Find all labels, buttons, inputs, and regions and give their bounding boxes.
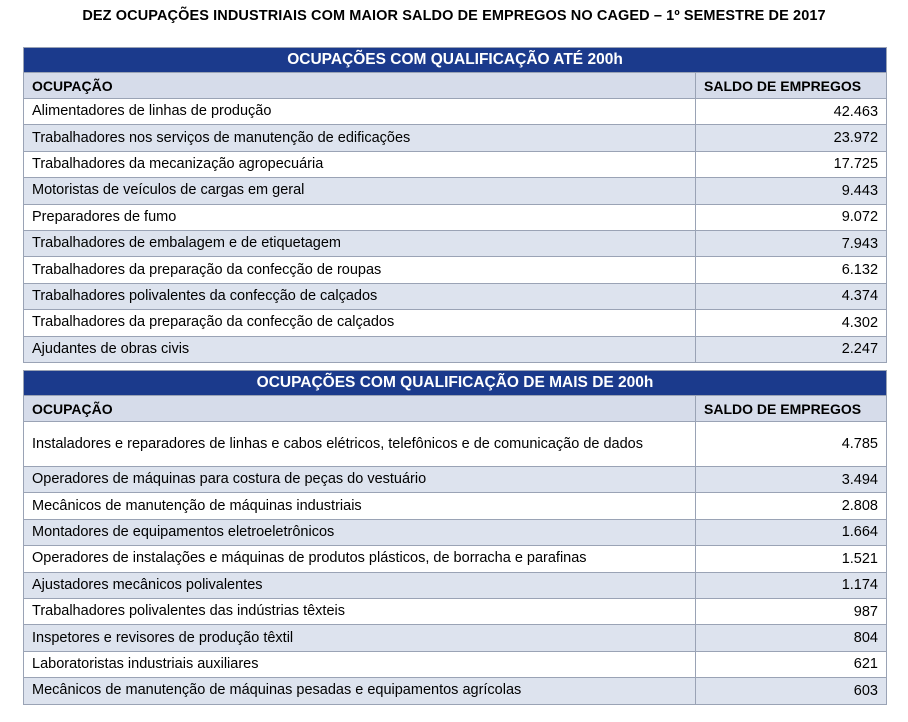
occupation-cell: Montadores de equipamentos eletroeletrônicos: [24, 519, 696, 545]
table-row: [24, 151, 887, 177]
table-row: [24, 467, 887, 493]
table-row: [24, 625, 887, 651]
occupation-cell: Laboratoristas industriais auxiliares: [24, 651, 696, 677]
table-row: [24, 204, 887, 230]
section-header: OCUPAÇÕES COM QUALIFICAÇÃO ATÉ 200h: [24, 48, 887, 73]
balance-cell: 6.132: [696, 257, 887, 283]
occupation-cell: Operadores de máquinas para costura de peças do vestuário: [24, 467, 696, 493]
section-header-row: [24, 48, 887, 73]
column-header-row: [24, 396, 887, 422]
occupations-table-over-200h: [23, 370, 887, 705]
occupation-cell: Preparadores de fumo: [24, 204, 696, 230]
occupation-cell: Alimentadores de linhas de produção: [24, 99, 696, 125]
balance-cell: 3.494: [696, 467, 887, 493]
occupation-cell: Trabalhadores da preparação da confecção de calçados: [24, 310, 696, 336]
balance-cell: 1.664: [696, 519, 887, 545]
column-header-occupation: OCUPAÇÃO: [24, 396, 696, 422]
table-row: [24, 257, 887, 283]
occupation-cell: Operadores de instalações e máquinas de produtos plásticos, de borracha e parafinas: [24, 546, 696, 572]
balance-cell: 1.521: [696, 546, 887, 572]
table-body: [24, 99, 887, 363]
table-row: [24, 99, 887, 125]
balance-cell: 621: [696, 651, 887, 677]
balance-cell: 4.374: [696, 283, 887, 309]
balance-cell: 9.443: [696, 178, 887, 204]
column-header-occupation: OCUPAÇÃO: [24, 73, 696, 99]
balance-cell: 4.302: [696, 310, 887, 336]
occupation-cell: Ajudantes de obras civis: [24, 336, 696, 362]
occupation-cell: Trabalhadores da preparação da confecção de roupas: [24, 257, 696, 283]
column-header-row: [24, 73, 887, 99]
table-row: [24, 422, 887, 467]
occupation-cell: Trabalhadores de embalagem e de etiquetagem: [24, 230, 696, 256]
table-row: [24, 125, 887, 151]
balance-cell: 7.943: [696, 230, 887, 256]
balance-cell: 2.247: [696, 336, 887, 362]
occupation-cell: Mecânicos de manutenção de máquinas pesadas e equipamentos agrícolas: [24, 678, 696, 704]
balance-cell: 804: [696, 625, 887, 651]
table-body: [24, 422, 887, 705]
occupation-cell: Motoristas de veículos de cargas em geral: [24, 178, 696, 204]
table-row: [24, 230, 887, 256]
occupations-table-up-to-200h: [23, 47, 887, 363]
table-row: [24, 572, 887, 598]
occupation-cell: Trabalhadores polivalentes da confecção de calçados: [24, 283, 696, 309]
column-header-balance: SALDO DE EMPREGOS: [696, 396, 887, 422]
column-header-balance: SALDO DE EMPREGOS: [696, 73, 887, 99]
balance-cell: 4.785: [696, 422, 887, 467]
occupation-cell: Instaladores e reparadores de linhas e cabos elétricos, telefônicos e de comunicação de dados: [24, 422, 696, 467]
occupation-cell: Inspetores e revisores de produção têxtil: [24, 625, 696, 651]
section-header: OCUPAÇÕES COM QUALIFICAÇÃO DE MAIS DE 200h: [24, 371, 887, 396]
occupation-cell: Ajustadores mecânicos polivalentes: [24, 572, 696, 598]
page-title: DEZ OCUPAÇÕES INDUSTRIAIS COM MAIOR SALDO DE EMPREGOS NO CAGED – 1º SEMESTRE DE 2017: [82, 8, 826, 24]
balance-cell: 23.972: [696, 125, 887, 151]
table-row: [24, 336, 887, 362]
table-row: [24, 546, 887, 572]
balance-cell: 603: [696, 678, 887, 704]
balance-cell: 2.808: [696, 493, 887, 519]
table-row: [24, 598, 887, 624]
balance-cell: 987: [696, 598, 887, 624]
table-row: [24, 519, 887, 545]
occupation-cell: Mecânicos de manutenção de máquinas industriais: [24, 493, 696, 519]
balance-cell: 42.463: [696, 99, 887, 125]
balance-cell: 9.072: [696, 204, 887, 230]
occupation-cell: Trabalhadores polivalentes das indústrias têxteis: [24, 598, 696, 624]
occupation-cell: Trabalhadores da mecanização agropecuária: [24, 151, 696, 177]
section-header-row: [24, 371, 887, 396]
table-row: [24, 493, 887, 519]
balance-cell: 17.725: [696, 151, 887, 177]
table-row: [24, 651, 887, 677]
occupation-cell: Trabalhadores nos serviços de manutenção de edificações: [24, 125, 696, 151]
balance-cell: 1.174: [696, 572, 887, 598]
table-row: [24, 310, 887, 336]
table-row: [24, 178, 887, 204]
table-row: [24, 678, 887, 704]
table-row: [24, 283, 887, 309]
